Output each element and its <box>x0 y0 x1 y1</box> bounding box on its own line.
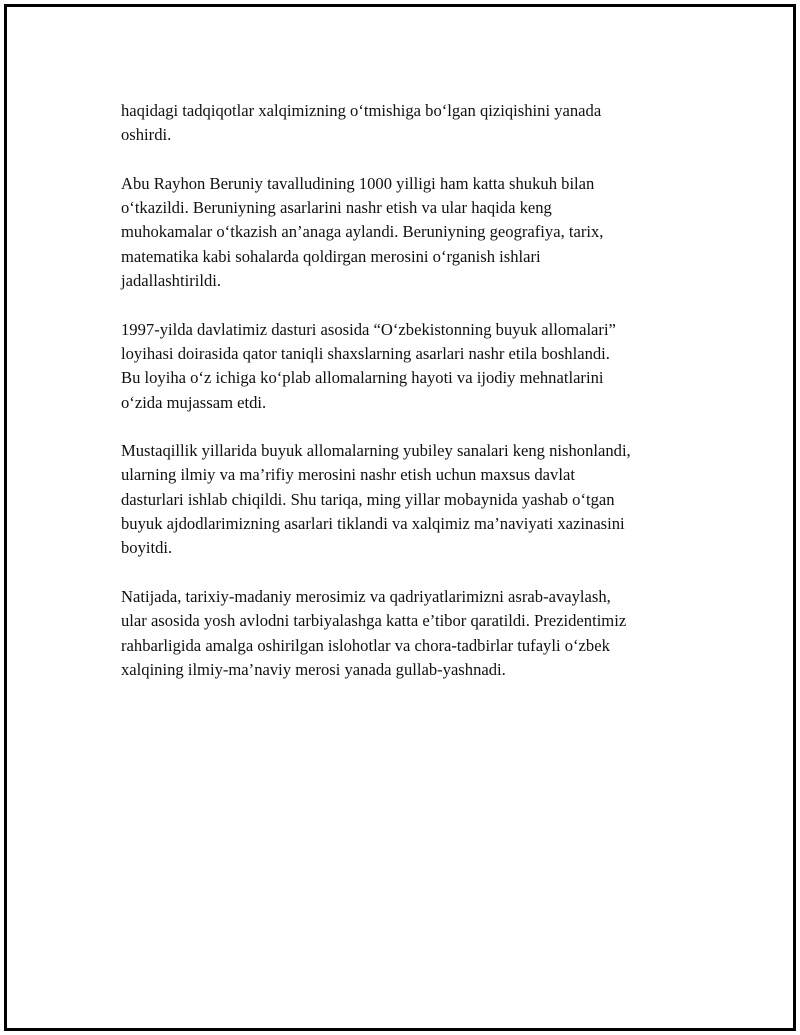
text-line: matematika kabi sohalarda qoldirgan merosini oʻrganish ishlari <box>121 246 541 266</box>
text-line: 1997-yilda davlatimiz dasturi asosida “Oʻzbekistonning buyuk allomalari” <box>121 319 616 339</box>
text-line: Abu Rayhon Beruniy tavalludining 1000 yilligi ham katta shukuh bilan <box>121 173 595 193</box>
text-line: Mustaqillik yillarida buyuk allomalarning yubiley sanalari keng nishonlandi, <box>121 441 631 461</box>
text-line: xalqining ilmiy-ma’naviy merosi yanada gullab-yashnadi. <box>121 659 506 679</box>
paragraph-3 <box>121 318 711 415</box>
paragraph-1 <box>121 99 711 148</box>
document-body <box>121 99 711 706</box>
text-line: ular asosida yosh avlodni tarbiyalashga katta e’tibor qaratildi. Prezidentimiz <box>121 611 627 631</box>
text-line: boyitdi. <box>121 538 173 558</box>
text-line: dasturlari ishlab chiqildi. Shu tariqa, ming yillar mobaynida yashab oʻtgan <box>121 489 615 509</box>
text-line: rahbarligida amalga oshirilgan islohotlar va chora-tadbirlar tufayli oʻzbek <box>121 635 610 655</box>
text-line: haqidagi tadqiqotlar xalqimizning oʻtmishiga boʻlgan qiziqishini yanada <box>121 101 602 120</box>
text-line: oshirdi. <box>121 125 172 145</box>
text-line: jadallashtirildi. <box>121 271 222 291</box>
text-line: oʻzida mujassam etdi. <box>121 392 267 412</box>
paragraph-4 <box>121 439 711 560</box>
text-line: Bu loyiha oʻz ichiga koʻplab allomalarning hayoti va ijodiy mehnatlarini <box>121 368 604 388</box>
text-line: muhokamalar oʻtkazish an’anaga aylandi. Beruniyning geografiya, tarix, <box>121 222 604 242</box>
paragraph-5 <box>121 585 711 682</box>
page-frame <box>4 4 796 1031</box>
text-line: Natijada, tarixiy-madaniy merosimiz va qadriyatlarimizni asrab-avaylash, <box>121 586 611 606</box>
text-line: oʻtkazildi. Beruniyning asarlarini nashr etish va ular haqida keng <box>121 198 552 218</box>
text-line: buyuk ajdodlarimizning asarlari tiklandi va xalqimiz ma’naviyati xazinasini <box>121 514 625 534</box>
paragraph-2 <box>121 172 711 293</box>
text-line: ularning ilmiy va ma’rifiy merosini nashr etish uchun maxsus davlat <box>121 465 575 485</box>
text-line: loyihasi doirasida qator taniqli shaxslarning asarlari nashr etila boshlandi. <box>121 343 610 363</box>
